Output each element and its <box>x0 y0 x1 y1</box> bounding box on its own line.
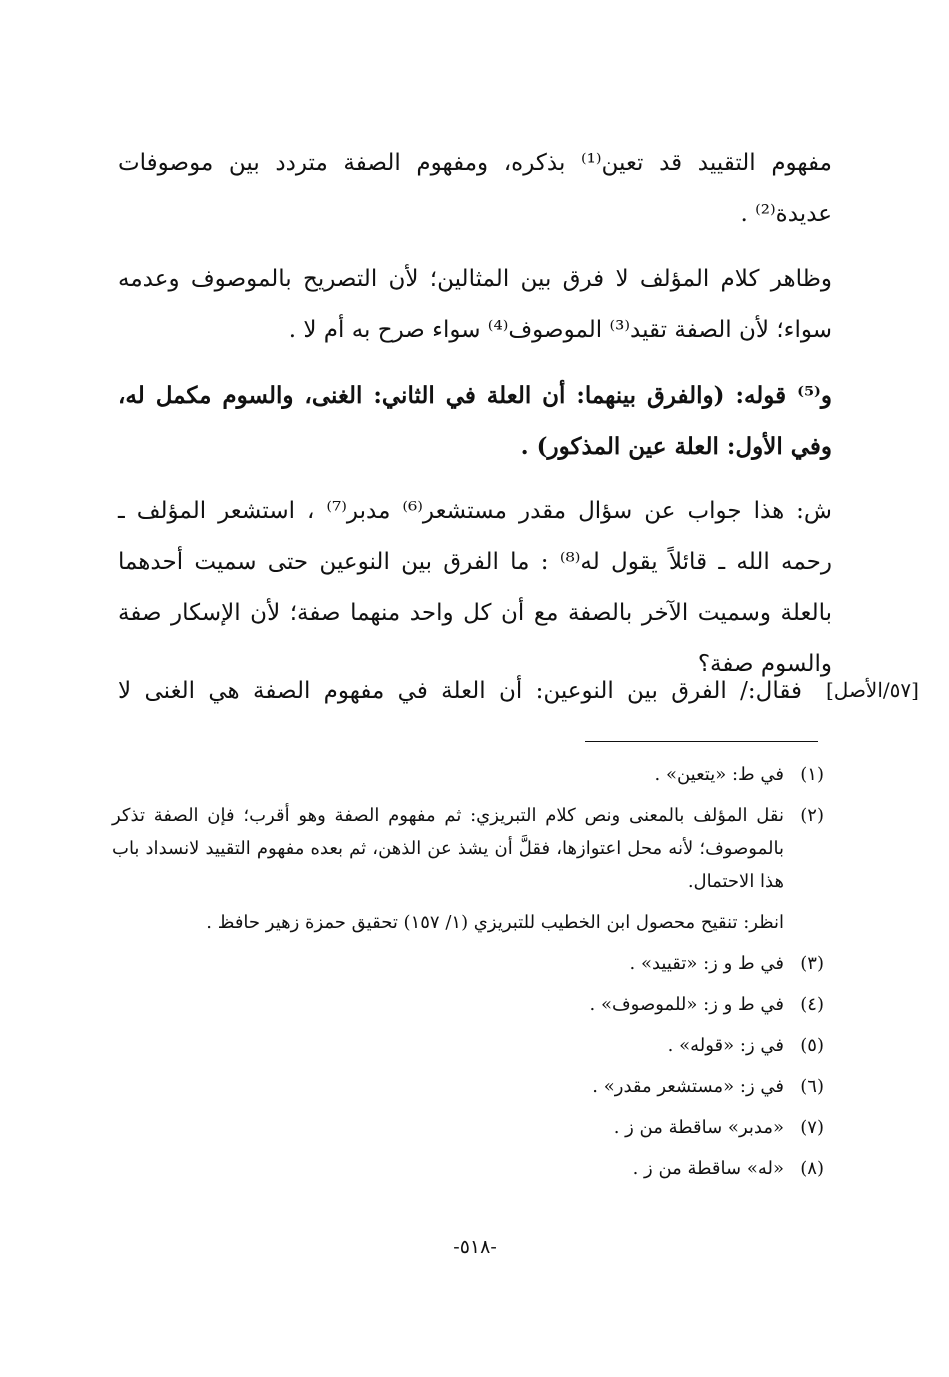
paragraph-2: وظاهر كلام المؤلف لا فرق بين المثالين؛ لأن التصريح بالموصوف وعدمه سواء؛ لأن الصفة تقيد⁽³⁾ الموصوف⁽⁴⁾ سواء صرح به أم لا . <box>118 266 832 343</box>
footnote-text: في ط و ز: «تقييد» . <box>629 953 784 974</box>
footnote-text: في ز: «قوله» . <box>667 1035 784 1056</box>
footnote-divider <box>585 741 818 742</box>
footnote-7 <box>112 1111 824 1144</box>
page-number: -٥١٨- <box>453 1236 497 1258</box>
footnote-4 <box>112 988 824 1021</box>
margin-reference: [٥٧/الأصل] <box>826 678 919 702</box>
footnote-text: «مدبر» ساقطة من ز . <box>613 1117 784 1138</box>
paragraph-3-quote: و⁽⁵⁾ قوله: (والفرق بينهما: أن العلة في الثاني: الغنى، والسوم مكمل له، وفي الأول: العلة عين المذكور) . <box>118 382 832 460</box>
paragraph-4-commentary: ش: هذا جواب عن سؤال مقدر مستشعر⁽⁶⁾ مدبر⁽⁷⁾ ، استشعر المؤلف ـ رحمه الله ـ قائلاً يقول له⁽⁸⁾ : ما الفرق بين النوعين حتى سميت أحدهما بالعلة وسميت الآخر بالصفة مع أن كل واحد منهما صفة؛ لأن الإسكار صفة والسوم صفة؟ <box>118 498 833 677</box>
footnote-text: نقل المؤلف بالمعنى ونص كلام التبريزي: ثم مفهوم الصفة وهو أقرب؛ فإن الصفة تذكر بالموصوف؛ لأنه محل اعتوازها، فقلَّ أن يشذ عن الذهن، ثم بعده مفهوم التقييد لانسداد باب هذا الاحتمال. <box>112 805 784 892</box>
footnote-number: (٦) <box>800 1076 824 1097</box>
footnote-number: (٤) <box>800 994 824 1015</box>
footnote-1 <box>112 758 824 791</box>
paragraph-5: فقال:/ الفرق بين النوعين: أن العلة في مفهوم الصفة هي الغنى لا <box>118 678 802 704</box>
footnote-3 <box>112 947 824 980</box>
footnote-5 <box>112 1029 824 1062</box>
footnote-number: (٧) <box>800 1117 824 1138</box>
footnote-text: «له» ساقطة من ز . <box>632 1158 784 1179</box>
footnote-text: في ط: «يتعين» . <box>654 764 784 785</box>
footnote-2 <box>112 799 824 898</box>
footnote-text: في ط و ز: «للموصوف» . <box>589 994 784 1015</box>
footnote-number: (١) <box>800 764 824 785</box>
footnotes <box>112 758 824 1193</box>
footnote-number: (٣) <box>800 953 824 974</box>
footnote-text: في ز: «مستشعر مقدر» . <box>592 1076 784 1097</box>
footnote-number: (٥) <box>800 1035 824 1056</box>
footnote-number: (٨) <box>800 1158 824 1179</box>
footnote-number: (٢) <box>800 805 824 826</box>
footnote-2-reference: انظر: تنقيح محصول ابن الخطيب للتبريزي (١/ ١٥٧) تحقيق حمزة زهير حافظ . <box>206 912 784 933</box>
paragraph-1: مفهوم التقييد قد تعين⁽¹⁾ بذكره، ومفهوم الصفة متردد بين موصوفات عديدة⁽²⁾ . <box>118 150 832 227</box>
footnote-8 <box>112 1152 824 1185</box>
main-text <box>118 138 832 704</box>
footnote-6 <box>112 1070 824 1103</box>
